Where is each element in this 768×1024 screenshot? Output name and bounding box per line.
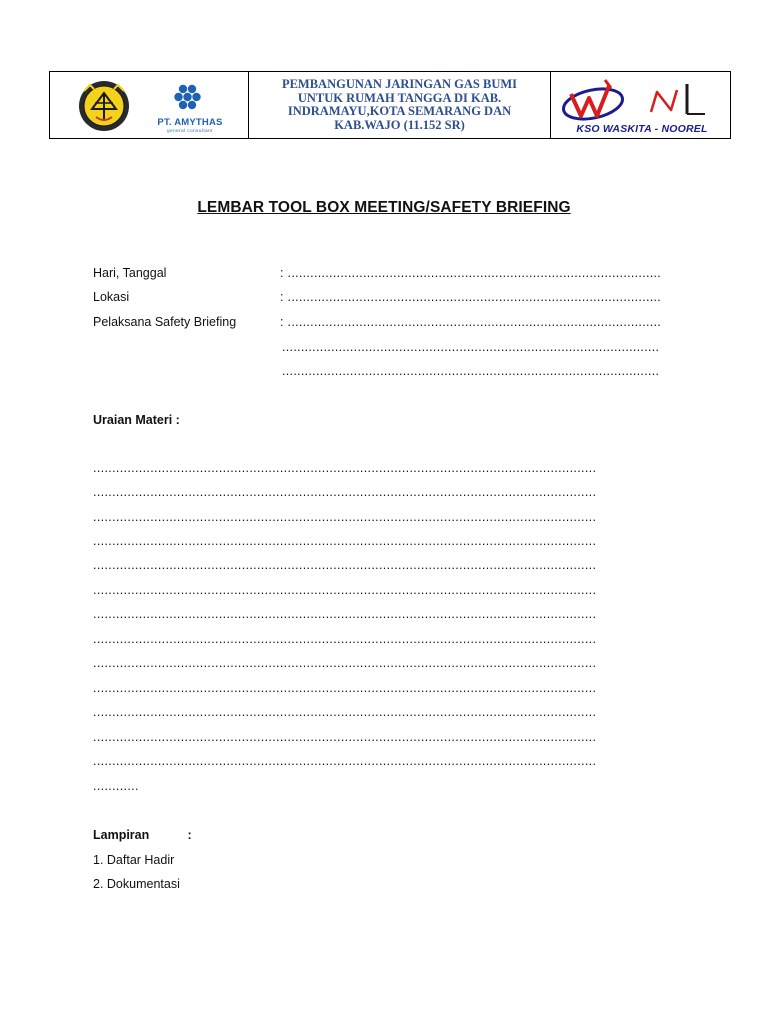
- field-extra-line[interactable]: ....................................................................................................: [282, 364, 660, 378]
- uraian-line[interactable]: ....................................................................................................................................: [93, 461, 597, 475]
- uraian-line[interactable]: ....................................................................................................................................: [93, 534, 597, 548]
- field-value-location[interactable]: : ...................................................................................................: [280, 290, 662, 304]
- field-label-briefer: Pelaksana Safety Briefing: [93, 315, 237, 329]
- project-title: PEMBANGUNAN JARINGAN GAS BUMI UNTUK RUMAH TANGGA DI KAB. INDRAMAYU,KOTA SEMARANG DAN KAB.WAJO (11.152 SR): [281, 77, 518, 132]
- uraian-line[interactable]: ....................................................................................................................................: [93, 705, 597, 719]
- uraian-line[interactable]: ....................................................................................................................................: [93, 754, 597, 768]
- amythas-tagline: general consultant: [167, 128, 213, 133]
- uraian-line[interactable]: ....................................................................................................................................: [93, 510, 597, 524]
- uraian-line[interactable]: ....................................................................................................................................: [93, 681, 597, 695]
- field-value-briefer[interactable]: : ...................................................................................................: [280, 315, 662, 329]
- uraian-line[interactable]: ............: [93, 779, 139, 793]
- amythas-name: PT. AMYTHAS: [157, 117, 223, 128]
- uraian-materi-label: Uraian Materi :: [93, 413, 180, 427]
- letterhead: [49, 71, 731, 139]
- lampiran-item: 1. Daftar Hadir: [93, 853, 175, 867]
- field-label-date: Hari, Tanggal: [93, 266, 167, 280]
- field-label-location: Lokasi: [93, 290, 130, 304]
- letterhead-project-cell: [249, 72, 551, 138]
- amythas-logo: [150, 82, 230, 132]
- uraian-line[interactable]: ....................................................................................................................................: [93, 485, 597, 499]
- field-value-date[interactable]: : ...................................................................................................: [280, 266, 662, 280]
- uraian-line[interactable]: ....................................................................................................................................: [93, 632, 597, 646]
- amythas-dots-icon: [150, 82, 230, 116]
- uraian-line[interactable]: ....................................................................................................................................: [93, 558, 597, 572]
- uraian-line[interactable]: ....................................................................................................................................: [93, 656, 597, 670]
- field-extra-line[interactable]: ....................................................................................................: [282, 340, 660, 354]
- uraian-line[interactable]: ....................................................................................................................................: [93, 583, 597, 597]
- uraian-line[interactable]: ....................................................................................................................................: [93, 607, 597, 621]
- letterhead-logos-left: [50, 72, 249, 138]
- lampiran-label: Lampiran :: [93, 828, 192, 842]
- letterhead-logos-right: [551, 72, 730, 138]
- lampiran-item: 2. Dokumentasi: [93, 877, 180, 891]
- kso-logo-icon: [559, 76, 727, 126]
- ministry-emblem-icon: [76, 79, 132, 133]
- document-title: LEMBAR TOOL BOX MEETING/SAFETY BRIEFING: [197, 199, 571, 216]
- kso-name: KSO WASKITA - NOOREL: [576, 123, 708, 135]
- uraian-line[interactable]: ....................................................................................................................................: [93, 730, 597, 744]
